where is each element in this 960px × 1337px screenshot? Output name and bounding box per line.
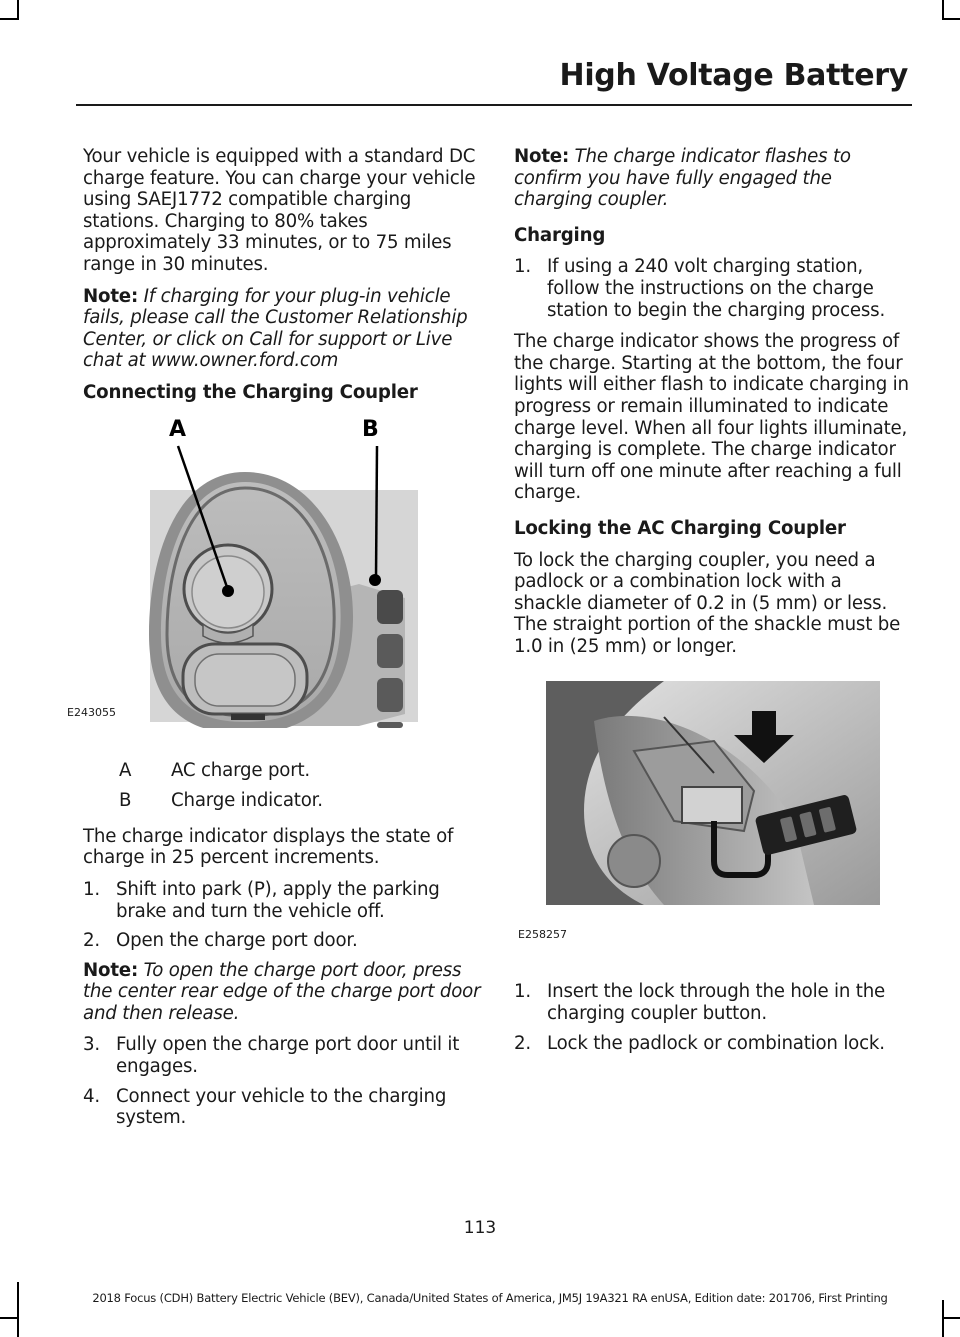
page-title: High Voltage Battery — [559, 58, 908, 93]
legend-row — [83, 760, 481, 782]
step-item — [514, 981, 910, 1024]
step-item — [83, 879, 481, 922]
step-number: 4. — [83, 1085, 100, 1107]
note-text: If charging for your plug-in vehicle fails, please call the Customer Relationship Center, or click on Call for support or Live chat at www.owner.ford.com — [83, 285, 468, 372]
page-number: 113 — [463, 1218, 497, 1238]
step-item — [514, 1033, 910, 1055]
padlock-illustration — [514, 681, 880, 943]
step-number: 3. — [83, 1034, 100, 1056]
note-label: Note: — [83, 285, 139, 307]
charge-port-figure — [67, 414, 433, 728]
legend-text: Charge indicator. — [171, 790, 323, 812]
section-heading: Locking the AC Charging Coupler — [514, 517, 846, 539]
crop-mark — [942, 18, 960, 20]
lock-paragraph: To lock the charging coupler, you need a padlock or a combination lock with a shackle diameter of 0.2 in (5 mm) or less. The straight portion of the shackle must be 1.0 in (25 mm) or longer. — [514, 549, 901, 657]
note-paragraph — [514, 146, 910, 211]
header-rule — [76, 104, 912, 106]
figure-code: E243055 — [67, 705, 116, 719]
step-item — [83, 1034, 481, 1077]
figure-code: E258257 — [518, 927, 567, 941]
step-text: If using a 240 volt charging station, follow the instructions on the charge station to begin the charging process. — [547, 256, 886, 321]
note-label: Note: — [83, 959, 139, 981]
step-number: 1. — [83, 878, 100, 900]
callout-b: B — [362, 416, 379, 442]
crop-mark — [17, 0, 19, 20]
step-item — [514, 256, 910, 321]
step-text: Fully open the charge port door until it engages. — [116, 1034, 460, 1078]
step-number: 1. — [514, 256, 531, 278]
legend-text: AC charge port. — [171, 759, 311, 781]
crop-mark — [942, 1317, 960, 1319]
crop-mark — [0, 18, 19, 20]
step-text: Open the charge port door. — [116, 930, 358, 952]
step-number: 2. — [514, 1032, 531, 1054]
step-item — [83, 930, 481, 952]
step-number: 1. — [514, 981, 531, 1003]
left-column — [67, 146, 481, 1137]
intro-paragraph: Your vehicle is equipped with a standard DC charge feature. You can charge your vehicle using SAEJ1772 compatible charging stations. Charging to 80% takes approximately 33 minutes, or to 75 miles range in 30 minutes. — [83, 146, 476, 275]
section-heading: Connecting the Charging Coupler — [83, 381, 418, 403]
callout-a: A — [169, 416, 186, 442]
legend-key: A — [119, 759, 132, 781]
progress-paragraph: The charge indicator shows the progress of the charge. Starting at the bottom, the four lights will either flash to indicate charging in progress or remain illuminated to indicate charge level. When all four lights illuminate, charging is complete. The charge indicator will turn off one minute after reaching a full charge. — [514, 331, 909, 504]
right-column — [514, 146, 910, 1062]
crop-mark — [0, 1317, 19, 1319]
note-paragraph — [83, 286, 481, 372]
state-paragraph: The charge indicator displays the state of charge in 25 percent increments. — [83, 825, 454, 869]
footer-text: 2018 Focus (CDH) Battery Electric Vehicle (BEV), Canada/United States of America, JM5J 19A321 RA enUSA, Edition date: 201706, First Printing — [92, 1291, 888, 1305]
step-text: Shift into park (P), apply the parking brake and turn the vehicle off. — [116, 878, 440, 922]
crop-mark — [942, 0, 944, 20]
step-item — [83, 1086, 481, 1129]
note-paragraph — [83, 960, 481, 1025]
legend-row — [83, 790, 481, 812]
charge-port-illustration — [83, 414, 433, 728]
step-number: 2. — [83, 930, 100, 952]
step-text: Lock the padlock or combination lock. — [547, 1032, 885, 1054]
crop-mark — [17, 1282, 19, 1337]
step-text: Connect your vehicle to the charging system. — [116, 1085, 447, 1129]
note-label: Note: — [514, 146, 570, 167]
padlock-figure — [514, 681, 880, 943]
note-text: The charge indicator flashes to confirm you have fully engaged the charging coupler. — [514, 146, 851, 211]
step-text: Insert the lock through the hole in the charging coupler button. — [547, 981, 886, 1025]
legend-key: B — [119, 790, 132, 812]
section-heading: Charging — [514, 224, 606, 246]
note-text: To open the charge port door, press the center rear edge of the charge port door and then release. — [83, 959, 481, 1024]
